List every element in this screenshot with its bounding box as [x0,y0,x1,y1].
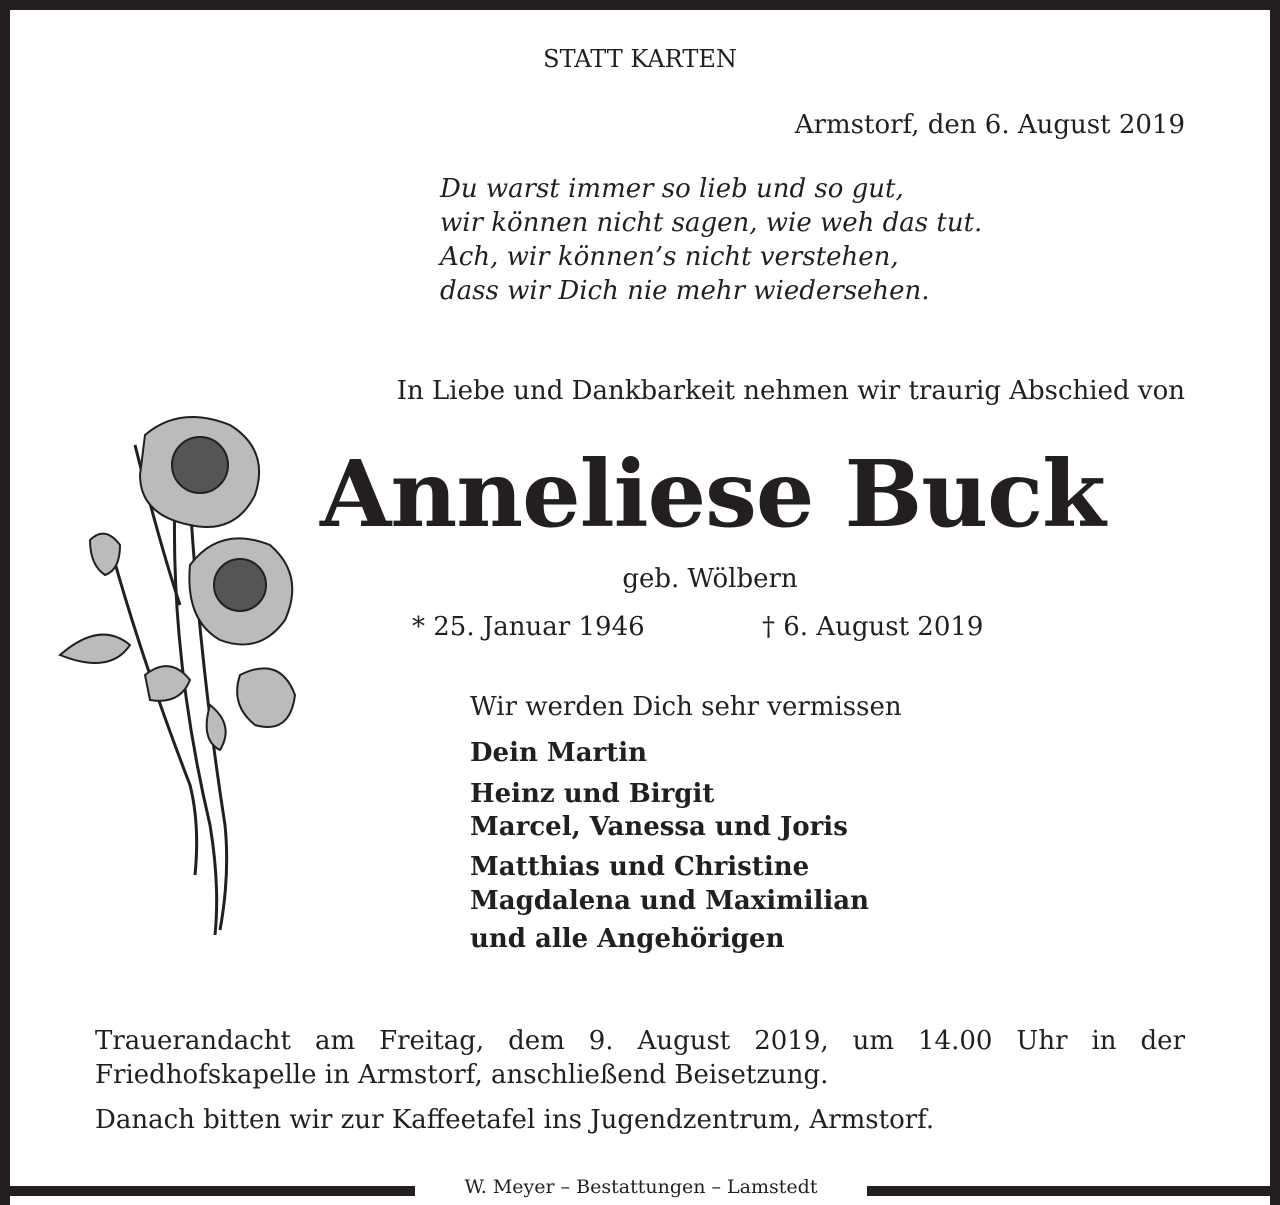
rose-illustration-icon [50,405,310,945]
statt-karten: STATT KARTEN [543,45,737,73]
bottom-rule-right [867,1186,1270,1196]
family-member: Dein Martin [470,738,648,768]
family-member: Heinz und Birgit [470,779,715,809]
place-date: Armstorf, den 6. August 2019 [794,110,1185,140]
intro-text: In Liebe und Dankbarkeit nehmen wir traurig Abschied von [396,376,1185,406]
coffee-info: Danach bitten wir zur Kaffeetafel ins Jugendzentrum, Armstorf. [95,1105,935,1135]
bottom-rule-left [10,1186,415,1196]
poem-line: wir können nicht sagen, wie weh das tut. [440,208,983,238]
poem-line: Ach, wir können’s nicht verstehen, [440,242,899,272]
poem [440,172,982,308]
birth-date: * 25. Januar 1946 [412,612,645,642]
deceased-name: Anneliese Buck [320,440,1105,548]
closing-text: Wir werden Dich sehr vermissen [470,692,902,722]
poem-line: dass wir Dich nie mehr wiedersehen. [440,276,930,306]
service-info: Trauerandacht am Freitag, dem 9. August 2019, um 14.00 Uhr in der Friedhofskapelle in Armstorf, anschließend Beisetzung. [95,1026,1185,1090]
family-member: Magdalena und Maximilian [470,886,869,916]
death-date: † 6. August 2019 [762,612,984,642]
family-member: und alle Angehörigen [470,924,785,954]
family-member: Marcel, Vanessa und Joris [470,812,848,842]
undertaker-footer: W. Meyer – Bestattungen – Lamstedt [415,1172,867,1202]
family-member: Matthias und Christine [470,852,810,882]
maiden-name: geb. Wölbern [622,564,798,594]
poem-line: Du warst immer so lieb und so gut, [440,174,904,204]
